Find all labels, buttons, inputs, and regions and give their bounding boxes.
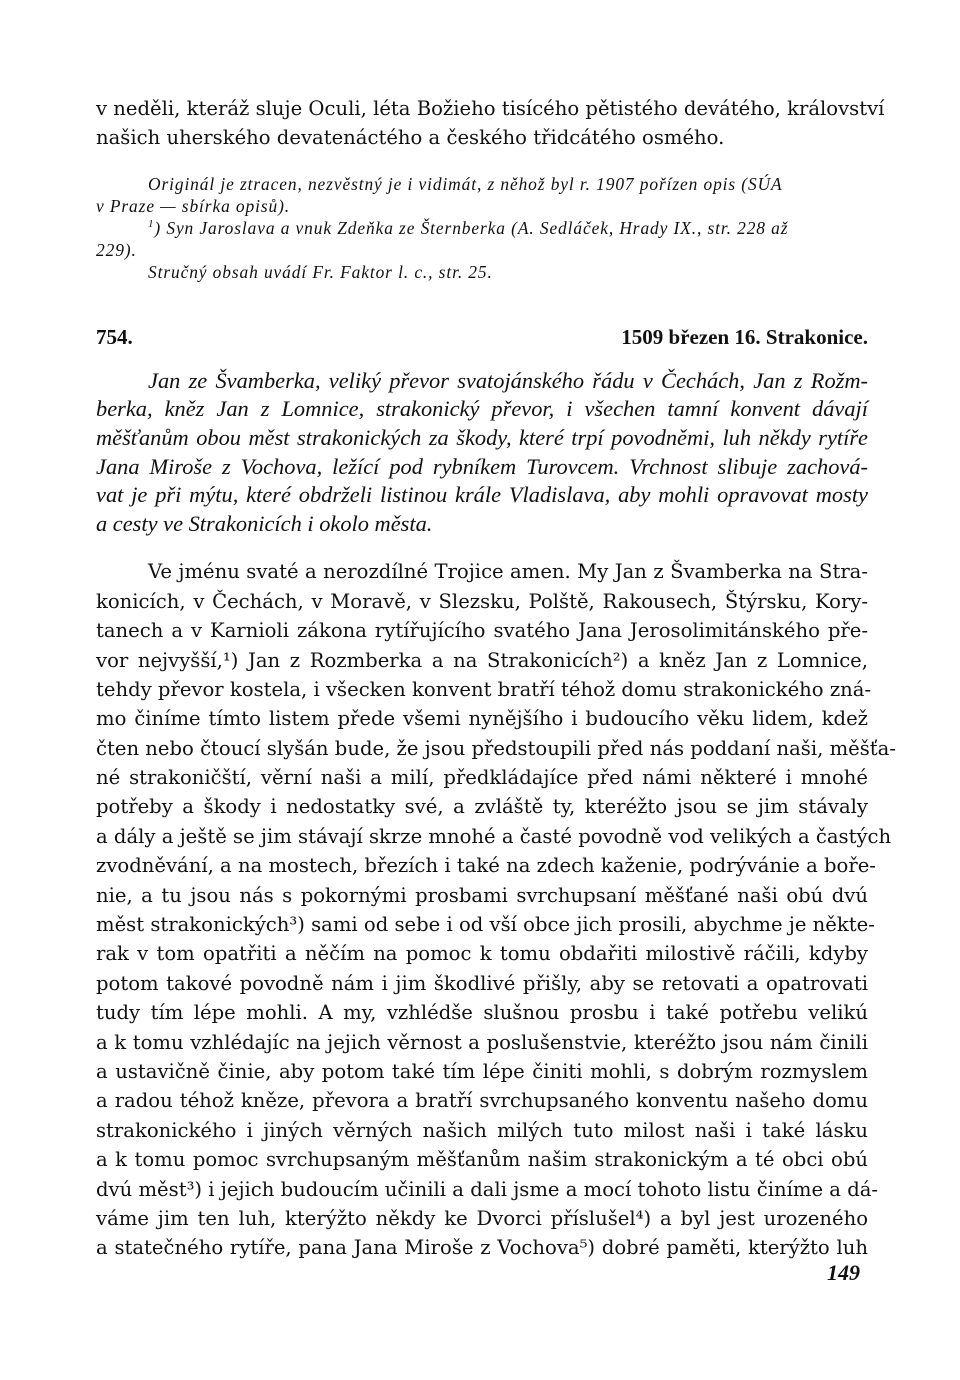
text-line: konicích, v Čechách, v Moravě, v Slezsku, Polště, Rakousech, Štýrsku, Kory- <box>96 589 868 613</box>
text-line: nie, a tu jsou nás s pokornými prosbami svrchupsaní měšťané naši obú dvú <box>96 883 868 907</box>
text-line: našich uherského devatenáctého a českého třidcátého osmého. <box>96 126 725 150</box>
note-line: Originál je ztracen, nezvěstný je i vidimát, z něhož byl r. 1907 pořízen opis (SÚA <box>148 173 783 194</box>
text-line: rak v tom opatřiti a něčím na pomoc k tomu obdařiti milostivě ráčili, kdyby <box>96 942 868 966</box>
text-line: vor nejvyšší,¹) Jan z Rozmberka a na Strakonicích²) a kněz Jan z Lomnice, <box>96 648 868 672</box>
regest-line: a cesty ve Strakonicích i okolo města. <box>96 510 433 536</box>
regest <box>96 367 868 539</box>
document-number: 754. <box>96 324 133 349</box>
footnote-line <box>96 217 868 239</box>
note-line: v Praze — sbírka opisů). <box>96 195 291 216</box>
text-line: dvú měst³) i jejich budoucím učinili a dali jsme a mocí tohoto listu činíme a dá- <box>96 1177 879 1201</box>
regest-line: Jana Miroše z Vochova, ležící pod rybníkem Turovcem. Vrchnost slibuje zachová- <box>96 453 868 479</box>
text-line: tehdy převor kostela, i všecken konvent bratří téhož domu strakonického zná- <box>96 677 872 701</box>
text-line: tudy tím lépe mohli. A my, vzhlédše slušnou prosbu i také potřebu velikú <box>96 1001 868 1025</box>
text-line: a statečného rytíře, pana Jana Miroše z Vochova⁵) dobré paměti, kterýžto luh <box>96 1236 868 1260</box>
document-heading <box>96 321 868 353</box>
regest-line: Jan ze Švamberka, veliký převor svatojánského řádu v Čechách, Jan z Rožm- <box>148 367 868 393</box>
top-text <box>96 94 885 153</box>
text-line: v neděli, kteráž sluje Oculi, léta Božieho tisícého pětistého devátého, království <box>96 97 885 120</box>
text-line: zvodněvání, a na mostech, březích i také na zdech kaženie, podrývánie a boře- <box>96 854 876 878</box>
document-date: 1509 březen 16. Strakonice. <box>621 324 868 349</box>
text-line: potřeby a škody i nedostatky své, a zvláště ty, kteréžto jsou se jim stávaly <box>96 795 868 819</box>
text-line: váme jim ten luh, kterýžto někdy ke Dvorci příslušel⁴) a byl jest urozeného <box>96 1206 868 1230</box>
text-line: tanech a v Karnioli zákona rytířujícího svatého Jana Jerosolimitánského pře- <box>96 619 868 643</box>
charter-text <box>96 557 896 1262</box>
text-line: a k tomu pomoc svrchupsaným měšťanům našim strakonickým a té obci obú <box>96 1148 868 1172</box>
text-line: a radou téhož kněze, převora a bratří svrchupsaného konventu našeho domu <box>96 1089 868 1113</box>
regest-line: měšťanům obou měst strakonických za škody, které trpí povodněmi, luh někdy rytíře <box>96 424 868 450</box>
note-line: 229). <box>96 239 137 260</box>
regest-line: vat je při mýtu, které obdrželi listinou krále Vladislava, aby mohli opravovat mosty <box>96 482 868 508</box>
footnote-marker: 1 <box>148 217 155 230</box>
text-line: potom takové povodně nám i jim škodlivé přišly, aby se retovati a opatrovati <box>96 971 868 995</box>
note-line: Stručný obsah uvádí Fr. Faktor l. c., str. 25. <box>148 261 493 282</box>
text-line: Ve jménu svaté a nerozdílné Trojice amen. My Jan z Švamberka na Stra- <box>148 560 868 584</box>
page-number: 149 <box>827 1260 860 1285</box>
text-line: né strakoničští, věrní naši a milí, předkládajíce před námi některé i mnohé <box>96 766 868 790</box>
text-line: a dály a ještě se jim stávají skrze mnohé a časté povodně vod velikých a častých <box>96 824 892 848</box>
footnote-text: ) Syn Jaroslava a vnuk Zdeňka ze Šternberka (A. Sedláček, Hrady IX., str. 228 až <box>154 217 789 238</box>
text-line: čten nebo čtoucí slyšán bude, že jsou předstoupili před nás poddaní naši, měšťa- <box>96 736 896 760</box>
document-page <box>96 94 896 1263</box>
text-line: a k tomu vzhlédajíc na jejich věrnost a poslušenstvie, kteréžto jsou nám činili <box>96 1030 868 1054</box>
text-line: mo činíme tímto listem přede všemi nynějšího i budoucího věku lidem, kdež <box>96 707 868 731</box>
text-line: a ustavičně činie, aby potom také tím lépe činiti mohli, s dobrým rozmyslem <box>96 1059 868 1083</box>
regest-line: berka, kněz Jan z Lomnice, strakonický převor, i všechen tamní konvent dávají <box>96 396 868 422</box>
text-line: měst strakonických³) sami od sebe i od vší obce jich prosili, abychme je někte- <box>96 913 875 937</box>
notes <box>96 173 868 283</box>
text-line: strakonického i jiných věrných našich milých tuto milost naši i také lásku <box>96 1118 868 1142</box>
